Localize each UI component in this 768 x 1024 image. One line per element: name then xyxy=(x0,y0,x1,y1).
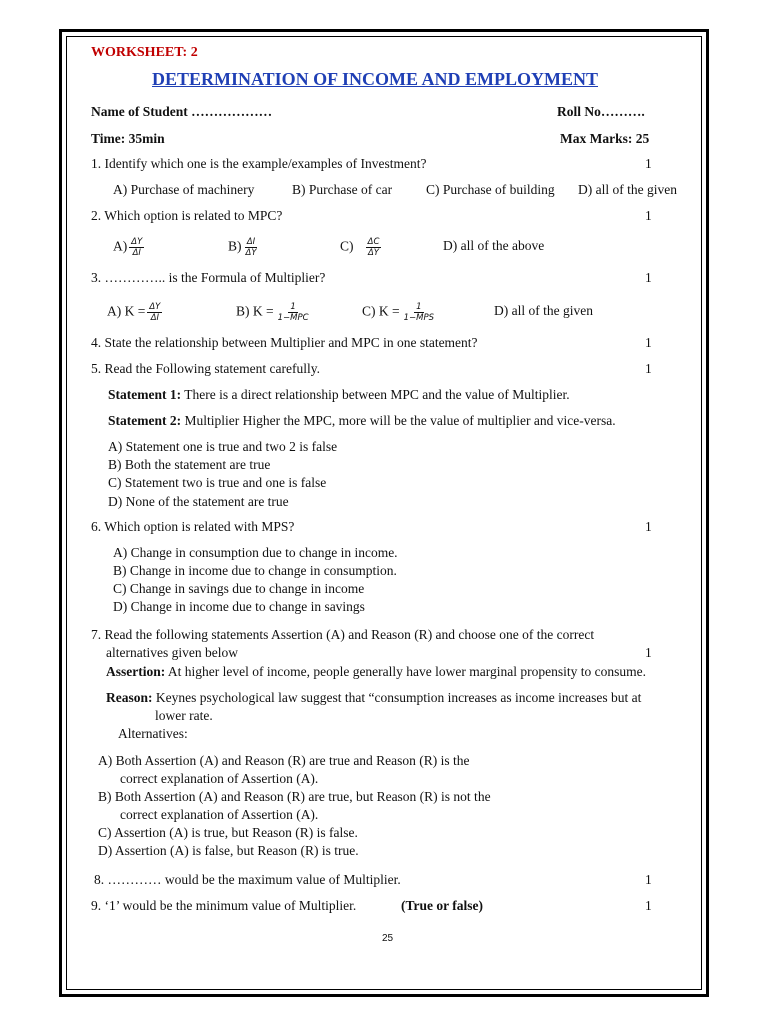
fraction-numerator: 1 xyxy=(416,302,422,312)
question-8: 8. ………… would be the maximum value of Multiplier. xyxy=(94,872,401,887)
statement-1-label: Statement 1: xyxy=(108,387,182,402)
question-1: 1. Identify which one is the example/examples of Investment? xyxy=(91,156,427,171)
q7-option-a: A) Both Assertion (A) and Reason (R) are true and Reason (R) is the xyxy=(98,753,470,768)
question-9-marks: 1 xyxy=(645,898,652,913)
statement-2-text: Multiplier Higher the MPC, more will be the value of multiplier and vice-versa. xyxy=(181,413,616,428)
worksheet-label: WORKSHEET: 2 xyxy=(91,45,198,60)
q6-option-c: C) Change in savings due to change in income xyxy=(113,581,365,596)
question-2: 2. Which option is related to MPC? xyxy=(91,208,283,223)
q3-option-a-label: A) K = xyxy=(107,303,146,319)
q3-option-b-fraction xyxy=(276,302,311,323)
q3-option-b xyxy=(236,302,313,323)
assertion-text: At higher level of income, people generally have lower marginal propensity to consume. xyxy=(165,664,646,679)
q2-option-b xyxy=(228,237,261,258)
fraction-denominator: ΔI xyxy=(150,313,160,323)
q5-option-c: C) Statement two is true and one is false xyxy=(108,475,327,490)
question-2-marks: 1 xyxy=(645,208,652,223)
fraction-numerator: ΔY xyxy=(131,237,143,247)
reason-label: Reason: xyxy=(106,690,153,705)
fraction-numerator: 1 xyxy=(290,302,296,312)
statement-1-text: There is a direct relationship between MPC and the value of Multiplier. xyxy=(181,387,570,402)
q2-option-a-fraction xyxy=(129,237,144,258)
q2-option-b-label: B) xyxy=(228,238,242,254)
q1-option-b: B) Purchase of car xyxy=(292,182,393,197)
q2-option-c xyxy=(340,237,383,258)
question-6-marks: 1 xyxy=(645,519,652,534)
q7-option-c: C) Assertion (A) is true, but Reason (R) is false. xyxy=(98,825,358,840)
q2-option-c-label: C) xyxy=(340,238,354,254)
fraction-numerator: ΔI xyxy=(246,237,256,247)
question-9: 9. ‘1’ would be the minimum value of Multiplier. xyxy=(91,898,357,913)
statement-2-label: Statement 2: xyxy=(108,413,182,428)
assertion-label: Assertion: xyxy=(106,664,166,679)
q1-option-a: A) Purchase of machinery xyxy=(113,182,255,197)
assertion xyxy=(106,664,646,680)
q5-option-d: D) None of the statement are true xyxy=(108,494,289,509)
q3-option-c-fraction xyxy=(402,302,436,323)
q1-option-c: C) Purchase of building xyxy=(426,182,555,197)
q2-option-a-label: A) xyxy=(113,238,128,254)
q3-option-b-label: B) K = xyxy=(236,303,274,319)
alternatives-label: Alternatives: xyxy=(118,726,188,741)
q7-option-d: D) Assertion (A) is false, but Reason (R) is true. xyxy=(98,843,359,858)
q5-option-a: A) Statement one is true and two 2 is false xyxy=(108,439,338,454)
q6-option-b: B) Change in income due to change in consumption. xyxy=(113,563,397,578)
question-7-marks: 1 xyxy=(645,645,652,660)
q7-option-b-line-2: correct explanation of Assertion (A). xyxy=(120,807,319,822)
q6-option-d: D) Change in income due to change in savings xyxy=(113,599,365,614)
q3-option-a xyxy=(107,302,164,323)
q7-option-b: B) Both Assertion (A) and Reason (R) are true, but Reason (R) is not the xyxy=(98,789,491,804)
question-4: 4. State the relationship between Multiplier and MPC in one statement? xyxy=(91,335,478,350)
fraction-denominator: 1−MPS xyxy=(403,313,435,323)
statement-2 xyxy=(108,413,616,429)
fraction-denominator: ΔY xyxy=(245,248,257,258)
question-4-marks: 1 xyxy=(645,335,652,350)
fraction-denominator: ΔI xyxy=(132,248,141,258)
question-3: 3. ………….. is the Formula of Multiplier? xyxy=(91,270,326,285)
fraction-denominator: 1−MPC xyxy=(277,313,309,323)
page-title: DETERMINATION OF INCOME AND EMPLOYMENT xyxy=(152,69,599,89)
question-7-line-2: alternatives given below xyxy=(106,645,238,660)
q3-option-c xyxy=(362,302,438,323)
fraction-denominator: ΔY xyxy=(367,248,379,258)
q2-option-a xyxy=(113,237,146,258)
question-6: 6. Which option is related with MPS? xyxy=(91,519,295,534)
fraction-numerator: ΔY xyxy=(149,302,161,312)
q3-option-d: D) all of the given xyxy=(494,303,593,318)
question-5: 5. Read the Following statement carefully. xyxy=(91,361,320,376)
q3-option-a-fraction xyxy=(147,302,162,323)
fraction-numerator: ΔC xyxy=(367,237,380,247)
q2-option-d: D) all of the above xyxy=(443,238,545,253)
q5-option-b: B) Both the statement are true xyxy=(108,457,271,472)
page-number: 25 xyxy=(382,933,394,944)
true-or-false-label: (True or false) xyxy=(401,898,483,913)
student-name-label: Name of Student ……………… xyxy=(91,104,273,119)
time-label: Time: 35min xyxy=(91,131,165,146)
q6-option-a: A) Change in consumption due to change in income. xyxy=(113,545,398,560)
reason-line-2: lower rate. xyxy=(155,708,213,723)
q2-option-b-fraction xyxy=(244,237,259,258)
question-5-marks: 1 xyxy=(645,361,652,376)
statement-1 xyxy=(108,387,570,403)
max-marks-label: Max Marks: 25 xyxy=(560,131,650,146)
reason-text: Keynes psychological law suggest that “consumption increases as income increases but at xyxy=(152,690,642,705)
question-1-marks: 1 xyxy=(645,156,652,171)
roll-no-label: Roll No………. xyxy=(557,104,645,119)
reason xyxy=(106,690,641,706)
question-7: 7. Read the following statements Assertion (A) and Reason (R) and choose one of the correct xyxy=(91,627,595,642)
q7-option-a-line-2: correct explanation of Assertion (A). xyxy=(120,771,319,786)
question-3-marks: 1 xyxy=(645,270,652,285)
question-8-marks: 1 xyxy=(645,872,652,887)
q1-option-d: D) all of the given xyxy=(578,182,677,197)
q3-option-c-label: C) K = xyxy=(362,303,400,319)
q2-option-c-fraction xyxy=(366,237,382,258)
